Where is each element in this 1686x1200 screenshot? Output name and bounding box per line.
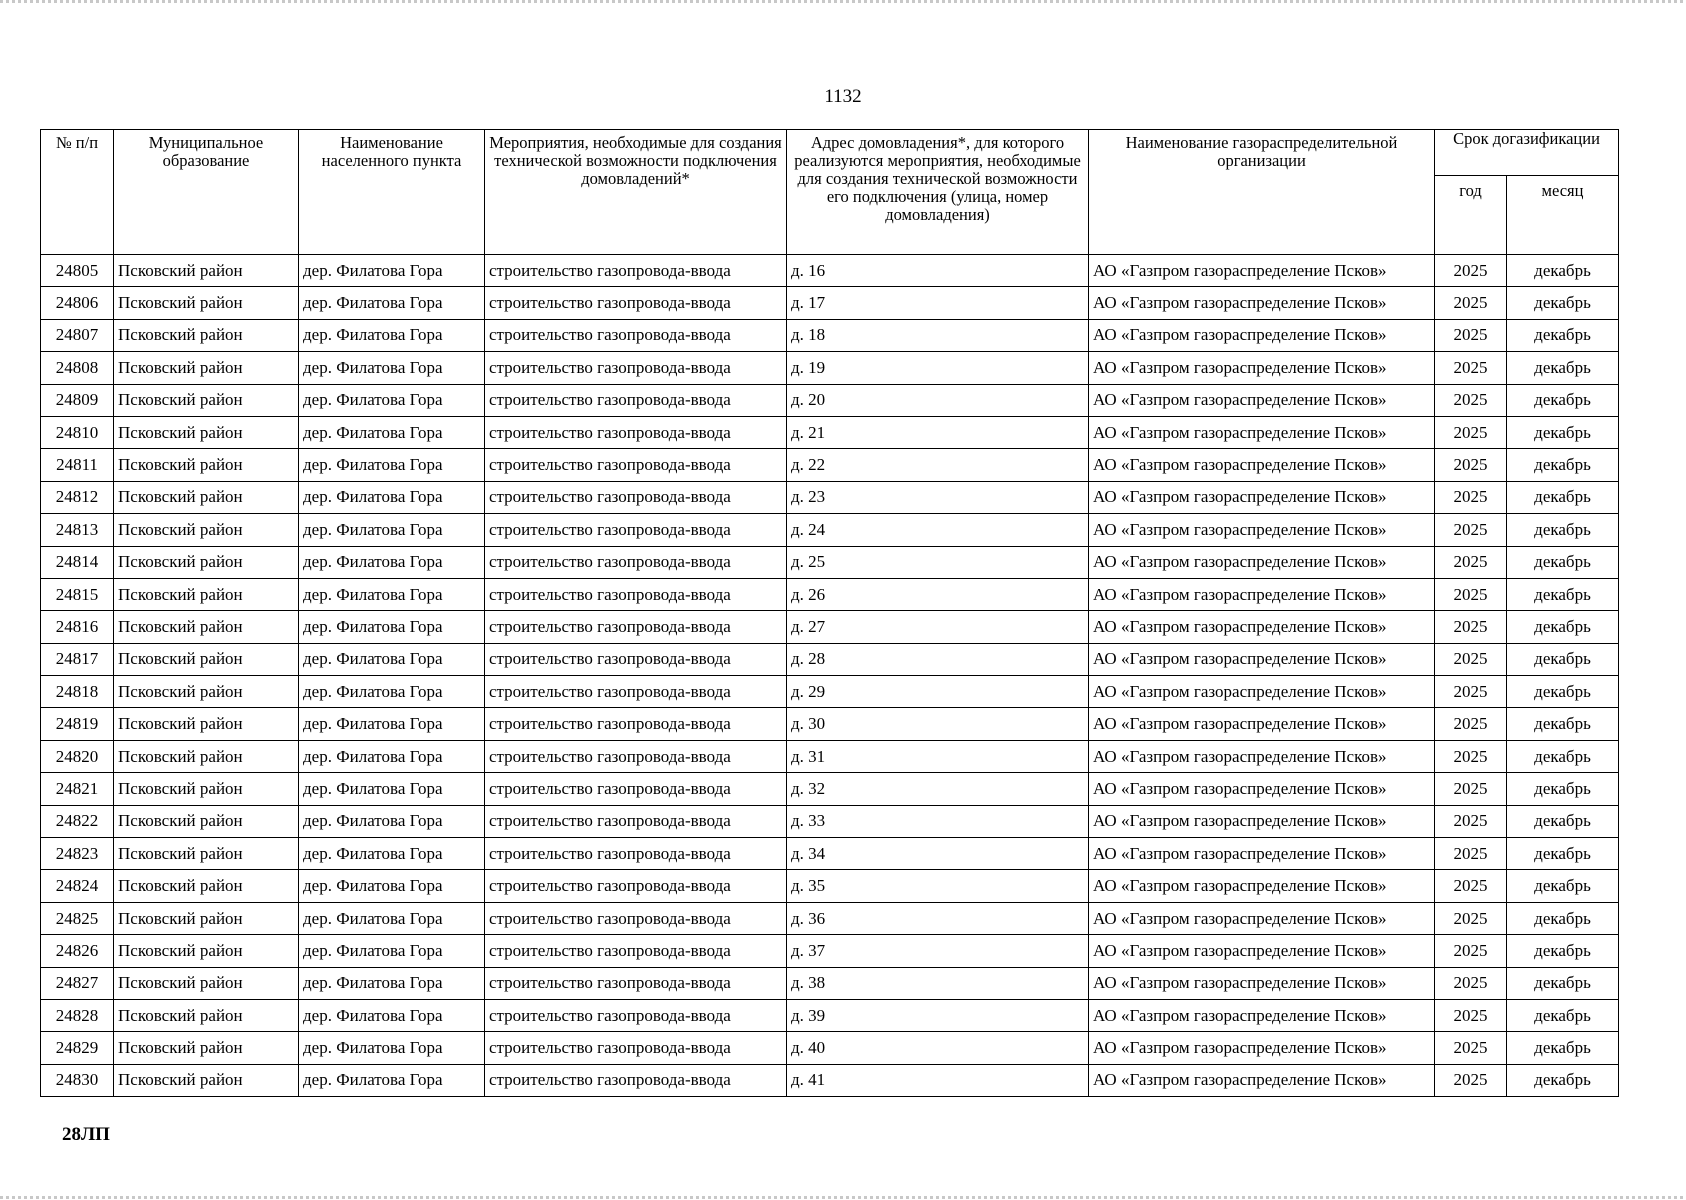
table-row (41, 967, 1619, 999)
page-number: 1132 (824, 86, 862, 107)
cell-month: декабрь (1507, 935, 1619, 967)
cell-settlement: дер. Филатова Гора (299, 902, 485, 934)
cell-settlement: дер. Филатова Гора (299, 870, 485, 902)
cell-num: 24813 (41, 514, 114, 546)
cell-measure: строительство газопровода-ввода (485, 870, 787, 902)
table-row (41, 1032, 1619, 1064)
cell-month: декабрь (1507, 449, 1619, 481)
cell-num: 24809 (41, 384, 114, 416)
cell-measure: строительство газопровода-ввода (485, 481, 787, 513)
cell-year: 2025 (1435, 578, 1507, 610)
cell-address: д. 18 (787, 319, 1089, 351)
cell-settlement: дер. Филатова Гора (299, 546, 485, 578)
cell-num: 24805 (41, 255, 114, 287)
cell-measure: строительство газопровода-ввода (485, 643, 787, 675)
cell-municipality: Псковский район (114, 708, 299, 740)
cell-num: 24810 (41, 416, 114, 448)
cell-month: декабрь (1507, 967, 1619, 999)
cell-municipality: Псковский район (114, 902, 299, 934)
cell-measure: строительство газопровода-ввода (485, 999, 787, 1031)
cell-year: 2025 (1435, 255, 1507, 287)
cell-municipality: Псковский район (114, 643, 299, 675)
cell-organization: АО «Газпром газораспределение Псков» (1089, 773, 1435, 805)
cell-municipality: Псковский район (114, 805, 299, 837)
cell-organization: АО «Газпром газораспределение Псков» (1089, 935, 1435, 967)
table-row (41, 902, 1619, 934)
cell-year: 2025 (1435, 643, 1507, 675)
cell-num: 24814 (41, 546, 114, 578)
cell-organization: АО «Газпром газораспределение Псков» (1089, 287, 1435, 319)
cell-year: 2025 (1435, 935, 1507, 967)
cell-year: 2025 (1435, 805, 1507, 837)
cell-month: декабрь (1507, 805, 1619, 837)
cell-num: 24807 (41, 319, 114, 351)
cell-month: декабрь (1507, 773, 1619, 805)
table-header (41, 130, 1619, 255)
cell-address: д. 19 (787, 352, 1089, 384)
cell-measure: строительство газопровода-ввода (485, 838, 787, 870)
cell-num: 24819 (41, 708, 114, 740)
cell-measure: строительство газопровода-ввода (485, 902, 787, 934)
cell-settlement: дер. Филатова Гора (299, 287, 485, 319)
cell-municipality: Псковский район (114, 578, 299, 610)
cell-address: д. 30 (787, 708, 1089, 740)
cell-num: 24820 (41, 740, 114, 772)
cell-num: 24830 (41, 1064, 114, 1096)
header-month: месяц (1507, 176, 1619, 255)
cell-month: декабрь (1507, 740, 1619, 772)
cell-measure: строительство газопровода-ввода (485, 352, 787, 384)
cell-year: 2025 (1435, 740, 1507, 772)
table-row (41, 935, 1619, 967)
cell-organization: АО «Газпром газораспределение Псков» (1089, 416, 1435, 448)
cell-settlement: дер. Филатова Гора (299, 773, 485, 805)
cell-address: д. 25 (787, 546, 1089, 578)
cell-month: декабрь (1507, 416, 1619, 448)
cell-address: д. 22 (787, 449, 1089, 481)
cell-settlement: дер. Филатова Гора (299, 352, 485, 384)
cell-address: д. 41 (787, 1064, 1089, 1096)
cell-month: декабрь (1507, 578, 1619, 610)
cell-address: д. 24 (787, 514, 1089, 546)
cell-settlement: дер. Филатова Гора (299, 676, 485, 708)
cell-address: д. 36 (787, 902, 1089, 934)
cell-year: 2025 (1435, 1064, 1507, 1096)
table-row (41, 805, 1619, 837)
cell-num: 24823 (41, 838, 114, 870)
header-measures: Мероприятия, необходимые для создания технической возможности подключения домовладений* (485, 130, 787, 255)
cell-measure: строительство газопровода-ввода (485, 514, 787, 546)
cell-organization: АО «Газпром газораспределение Псков» (1089, 384, 1435, 416)
cell-num: 24827 (41, 967, 114, 999)
cell-year: 2025 (1435, 611, 1507, 643)
table-body (41, 255, 1619, 1097)
cell-settlement: дер. Филатова Гора (299, 838, 485, 870)
cell-year: 2025 (1435, 773, 1507, 805)
cell-municipality: Псковский район (114, 838, 299, 870)
cell-year: 2025 (1435, 352, 1507, 384)
table-row (41, 999, 1619, 1031)
footer-code: 28ЛП (62, 1124, 110, 1145)
cell-municipality: Псковский район (114, 481, 299, 513)
cell-organization: АО «Газпром газораспределение Псков» (1089, 514, 1435, 546)
cell-settlement: дер. Филатова Гора (299, 384, 485, 416)
cell-organization: АО «Газпром газораспределение Псков» (1089, 319, 1435, 351)
cell-organization: АО «Газпром газораспределение Псков» (1089, 838, 1435, 870)
table-row (41, 514, 1619, 546)
cell-municipality: Псковский район (114, 384, 299, 416)
header-address: Адрес домовладения*, для которого реализуются мероприятия, необходимые для создания технической возможности его подключения (улица, номер домовладения) (787, 130, 1089, 255)
scan-edge-top (0, 0, 1686, 3)
cell-num: 24815 (41, 578, 114, 610)
cell-address: д. 28 (787, 643, 1089, 675)
cell-year: 2025 (1435, 676, 1507, 708)
table-row (41, 352, 1619, 384)
cell-address: д. 20 (787, 384, 1089, 416)
cell-address: д. 16 (787, 255, 1089, 287)
cell-address: д. 37 (787, 935, 1089, 967)
table-row (41, 255, 1619, 287)
table-row (41, 287, 1619, 319)
table-row (41, 870, 1619, 902)
cell-address: д. 29 (787, 676, 1089, 708)
cell-address: д. 34 (787, 838, 1089, 870)
cell-municipality: Псковский район (114, 287, 299, 319)
cell-organization: АО «Газпром газораспределение Псков» (1089, 967, 1435, 999)
cell-month: декабрь (1507, 1032, 1619, 1064)
cell-organization: АО «Газпром газораспределение Псков» (1089, 1064, 1435, 1096)
cell-municipality: Псковский район (114, 999, 299, 1031)
cell-organization: АО «Газпром газораспределение Псков» (1089, 805, 1435, 837)
cell-settlement: дер. Филатова Гора (299, 740, 485, 772)
header-num: № п/п (41, 130, 114, 255)
cell-num: 24825 (41, 902, 114, 934)
cell-settlement: дер. Филатова Гора (299, 514, 485, 546)
cell-num: 24817 (41, 643, 114, 675)
table-row (41, 384, 1619, 416)
cell-month: декабрь (1507, 643, 1619, 675)
cell-measure: строительство газопровода-ввода (485, 416, 787, 448)
scan-edge-bottom (0, 1196, 1686, 1199)
cell-settlement: дер. Филатова Гора (299, 643, 485, 675)
cell-month: декабрь (1507, 514, 1619, 546)
cell-organization: АО «Газпром газораспределение Псков» (1089, 999, 1435, 1031)
header-deadline: Срок догазификации (1435, 130, 1619, 176)
cell-municipality: Псковский район (114, 967, 299, 999)
cell-municipality: Псковский район (114, 935, 299, 967)
cell-organization: АО «Газпром газораспределение Псков» (1089, 902, 1435, 934)
cell-month: декабрь (1507, 287, 1619, 319)
cell-measure: строительство газопровода-ввода (485, 708, 787, 740)
table-row (41, 449, 1619, 481)
header-municipality: Муниципальное образование (114, 130, 299, 255)
cell-municipality: Псковский район (114, 773, 299, 805)
cell-num: 24829 (41, 1032, 114, 1064)
cell-year: 2025 (1435, 838, 1507, 870)
cell-settlement: дер. Филатова Гора (299, 416, 485, 448)
cell-municipality: Псковский район (114, 416, 299, 448)
cell-num: 24812 (41, 481, 114, 513)
cell-settlement: дер. Филатова Гора (299, 255, 485, 287)
cell-measure: строительство газопровода-ввода (485, 255, 787, 287)
cell-measure: строительство газопровода-ввода (485, 287, 787, 319)
cell-settlement: дер. Филатова Гора (299, 967, 485, 999)
cell-num: 24826 (41, 935, 114, 967)
table-row (41, 319, 1619, 351)
cell-organization: АО «Газпром газораспределение Псков» (1089, 611, 1435, 643)
cell-month: декабрь (1507, 999, 1619, 1031)
cell-month: декабрь (1507, 611, 1619, 643)
cell-municipality: Псковский район (114, 546, 299, 578)
cell-settlement: дер. Филатова Гора (299, 449, 485, 481)
cell-organization: АО «Газпром газораспределение Псков» (1089, 449, 1435, 481)
cell-measure: строительство газопровода-ввода (485, 546, 787, 578)
cell-year: 2025 (1435, 481, 1507, 513)
cell-municipality: Псковский район (114, 1064, 299, 1096)
cell-month: декабрь (1507, 870, 1619, 902)
table-row (41, 481, 1619, 513)
cell-address: д. 17 (787, 287, 1089, 319)
cell-num: 24821 (41, 773, 114, 805)
cell-year: 2025 (1435, 870, 1507, 902)
cell-month: декабрь (1507, 255, 1619, 287)
table-row (41, 676, 1619, 708)
cell-settlement: дер. Филатова Гора (299, 1064, 485, 1096)
cell-address: д. 39 (787, 999, 1089, 1031)
cell-organization: АО «Газпром газораспределение Псков» (1089, 643, 1435, 675)
cell-organization: АО «Газпром газораспределение Псков» (1089, 708, 1435, 740)
cell-year: 2025 (1435, 902, 1507, 934)
cell-month: декабрь (1507, 384, 1619, 416)
cell-measure: строительство газопровода-ввода (485, 611, 787, 643)
gasification-table (40, 129, 1619, 1097)
cell-address: д. 32 (787, 773, 1089, 805)
cell-address: д. 31 (787, 740, 1089, 772)
cell-num: 24828 (41, 999, 114, 1031)
table-row (41, 546, 1619, 578)
cell-num: 24816 (41, 611, 114, 643)
table-row (41, 740, 1619, 772)
cell-year: 2025 (1435, 287, 1507, 319)
cell-measure: строительство газопровода-ввода (485, 676, 787, 708)
cell-address: д. 40 (787, 1032, 1089, 1064)
cell-measure: строительство газопровода-ввода (485, 1032, 787, 1064)
cell-num: 24818 (41, 676, 114, 708)
cell-settlement: дер. Филатова Гора (299, 578, 485, 610)
cell-month: декабрь (1507, 902, 1619, 934)
cell-measure: строительство газопровода-ввода (485, 740, 787, 772)
cell-municipality: Псковский район (114, 319, 299, 351)
cell-address: д. 23 (787, 481, 1089, 513)
cell-measure: строительство газопровода-ввода (485, 935, 787, 967)
cell-settlement: дер. Филатова Гора (299, 1032, 485, 1064)
cell-year: 2025 (1435, 384, 1507, 416)
cell-month: декабрь (1507, 838, 1619, 870)
cell-address: д. 35 (787, 870, 1089, 902)
cell-year: 2025 (1435, 546, 1507, 578)
cell-year: 2025 (1435, 708, 1507, 740)
cell-num: 24811 (41, 449, 114, 481)
cell-measure: строительство газопровода-ввода (485, 578, 787, 610)
cell-year: 2025 (1435, 1032, 1507, 1064)
cell-month: декабрь (1507, 546, 1619, 578)
cell-settlement: дер. Филатова Гора (299, 481, 485, 513)
cell-settlement: дер. Филатова Гора (299, 999, 485, 1031)
table-row (41, 838, 1619, 870)
cell-measure: строительство газопровода-ввода (485, 449, 787, 481)
table-row (41, 708, 1619, 740)
cell-num: 24806 (41, 287, 114, 319)
cell-measure: строительство газопровода-ввода (485, 1064, 787, 1096)
cell-month: декабрь (1507, 1064, 1619, 1096)
cell-measure: строительство газопровода-ввода (485, 805, 787, 837)
header-settlement: Наименование населенного пункта (299, 130, 485, 255)
cell-num: 24824 (41, 870, 114, 902)
cell-organization: АО «Газпром газораспределение Псков» (1089, 676, 1435, 708)
cell-settlement: дер. Филатова Гора (299, 708, 485, 740)
cell-organization: АО «Газпром газораспределение Псков» (1089, 352, 1435, 384)
cell-settlement: дер. Филатова Гора (299, 611, 485, 643)
cell-organization: АО «Газпром газораспределение Псков» (1089, 481, 1435, 513)
cell-organization: АО «Газпром газораспределение Псков» (1089, 255, 1435, 287)
cell-measure: строительство газопровода-ввода (485, 384, 787, 416)
cell-year: 2025 (1435, 449, 1507, 481)
cell-month: декабрь (1507, 676, 1619, 708)
cell-settlement: дер. Филатова Гора (299, 805, 485, 837)
cell-municipality: Псковский район (114, 611, 299, 643)
cell-year: 2025 (1435, 967, 1507, 999)
cell-address: д. 27 (787, 611, 1089, 643)
cell-address: д. 26 (787, 578, 1089, 610)
cell-municipality: Псковский район (114, 449, 299, 481)
cell-num: 24808 (41, 352, 114, 384)
table-row (41, 578, 1619, 610)
cell-measure: строительство газопровода-ввода (485, 319, 787, 351)
table-row (41, 611, 1619, 643)
cell-municipality: Псковский район (114, 352, 299, 384)
cell-month: декабрь (1507, 319, 1619, 351)
cell-address: д. 21 (787, 416, 1089, 448)
cell-month: декабрь (1507, 352, 1619, 384)
cell-organization: АО «Газпром газораспределение Псков» (1089, 578, 1435, 610)
cell-month: декабрь (1507, 481, 1619, 513)
cell-municipality: Псковский район (114, 870, 299, 902)
table-row (41, 416, 1619, 448)
cell-municipality: Псковский район (114, 514, 299, 546)
cell-month: декабрь (1507, 708, 1619, 740)
cell-measure: строительство газопровода-ввода (485, 773, 787, 805)
cell-address: д. 33 (787, 805, 1089, 837)
cell-year: 2025 (1435, 999, 1507, 1031)
header-year: год (1435, 176, 1507, 255)
cell-year: 2025 (1435, 319, 1507, 351)
table-row (41, 773, 1619, 805)
cell-municipality: Псковский район (114, 255, 299, 287)
cell-organization: АО «Газпром газораспределение Псков» (1089, 870, 1435, 902)
table-row (41, 643, 1619, 675)
cell-settlement: дер. Филатова Гора (299, 319, 485, 351)
table-row (41, 1064, 1619, 1096)
cell-num: 24822 (41, 805, 114, 837)
cell-organization: АО «Газпром газораспределение Псков» (1089, 546, 1435, 578)
header-organization: Наименование газораспределительной организации (1089, 130, 1435, 255)
cell-municipality: Псковский район (114, 740, 299, 772)
cell-organization: АО «Газпром газораспределение Псков» (1089, 740, 1435, 772)
cell-year: 2025 (1435, 416, 1507, 448)
cell-year: 2025 (1435, 514, 1507, 546)
cell-measure: строительство газопровода-ввода (485, 967, 787, 999)
cell-municipality: Псковский район (114, 676, 299, 708)
cell-organization: АО «Газпром газораспределение Псков» (1089, 1032, 1435, 1064)
cell-address: д. 38 (787, 967, 1089, 999)
cell-settlement: дер. Филатова Гора (299, 935, 485, 967)
cell-municipality: Псковский район (114, 1032, 299, 1064)
